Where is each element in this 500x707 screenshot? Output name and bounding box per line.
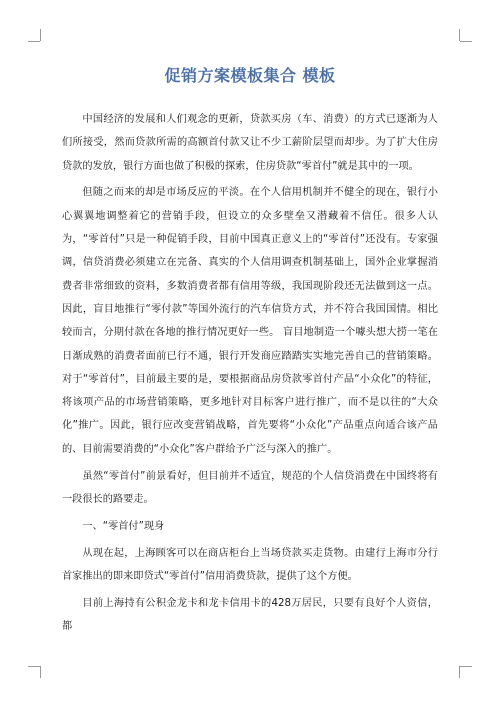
paragraph-card-holders: 目前上海持有公积金龙卡和龙卡信用卡的428万居民，只要有良好个人资信，都 — [62, 597, 438, 633]
crop-mark-top-left-h — [28, 41, 40, 42]
crop-mark-bottom-left-v — [40, 666, 41, 678]
crop-mark-top-right-v — [459, 29, 460, 41]
paragraph-market-response: 但随之而来的却是市场反应的平淡。在个人信用机制并不健全的现在，银行小心翼翼地调整着它的营销手段，但设立的众多壁垒又潜藏着不信任。很多人认为，“零首付”只是一种促销手段，目前中国真正意义上的“零首付”还没有。专家强调，信贷消费必须建立在完备、真实的个人信用调查机制基础上，国外企业掌握消费者非常细致的资料，多数消费者都有信用等级，我国现阶段还无法做到这一点。因此，盲目地推行“零付款”等国外流行的汽车信贷方式，并不符合我国国情。相比较而言，分期付款在各地的推行情况更好一些。 盲目地制造一个噱头想大捞一笔在日渐成熟的消费者面前已行不通，银行开发商应踏踏实实地完善自己的营销策略。对于“零首付”，目前最主要的是，要根据商品房贷款零首付产品“小众化”的特征，将该项产品的市场营销策略，更多地针对目标客户进行推广，而不是以往的“大众化”推广。因此，银行应改变营销战略，首先要将“小众化”产品重点向适合该产品的、目前需要消费的“小众化”客户群给予广泛与深入的推广。 — [62, 187, 438, 455]
crop-mark-bottom-right-h — [460, 666, 472, 667]
paragraph-intro: 中国经济的发展和人们观念的更新，贷款买房（车、消费）的方式已逐渐为人们所接受，然而贷款所需的高额首付款又让不少工薪阶层望而却步。为了扩大住房贷款的发放，银行方面也做了积极的探索，住房贷款“零首付”就是其中的一项。 — [62, 114, 438, 172]
section-heading-zero-down: 一、“零首付”现身 — [82, 520, 165, 532]
paragraph-outlook: 虽然“零首付”前景看好，但目前并不适宜，规范的个人信贷消费在中国终将有一段很长的路要走。 — [62, 470, 438, 505]
paragraph-shanghai-loan: 从现在起，上海顾客可以在商店柜台上当场贷款买走货物。由建行上海市分行首家推出的即来即贷式“零首付”信用消费贷款，提供了这个方便。 — [62, 547, 438, 583]
crop-mark-top-right-h — [460, 41, 472, 42]
document-title: 促销方案模板集合 模板 — [164, 66, 336, 85]
crop-mark-bottom-right-v — [459, 666, 460, 678]
document-body — [62, 108, 438, 642]
crop-mark-bottom-left-h — [28, 666, 40, 667]
crop-mark-top-left-v — [40, 29, 41, 41]
